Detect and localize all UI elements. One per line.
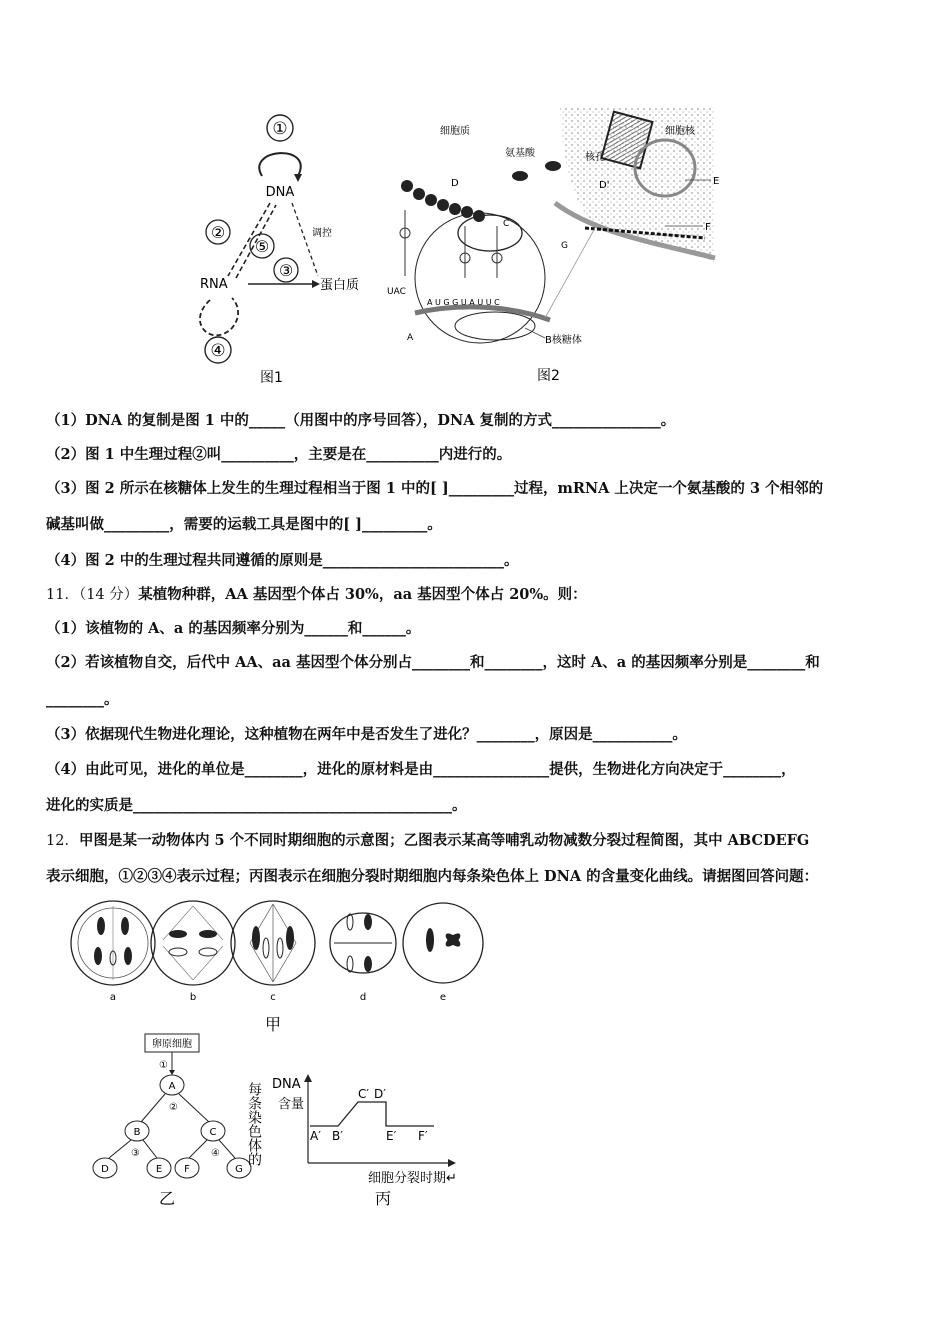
figure-jia-caption: 甲	[264, 1015, 282, 1034]
ribosome-label: B核糖体	[545, 335, 582, 346]
label-d-prime: D'	[599, 180, 610, 191]
node-a-label: A	[168, 1081, 176, 1092]
q12-number: 12．	[46, 833, 79, 849]
cell-label-d: d	[359, 992, 367, 1003]
label-e: E	[713, 176, 720, 187]
replication-loop	[259, 153, 300, 176]
oogonium-label: 卵原细胞	[152, 1039, 192, 1050]
protein-label: 蛋白质	[320, 278, 360, 293]
figure-2	[385, 108, 725, 388]
rna-label: RNA	[200, 277, 228, 292]
q11-part2-line2: ________。	[46, 691, 119, 708]
label-f: F	[705, 222, 711, 233]
cytoplasm-label: 细胞质	[440, 126, 470, 137]
point-f: F′	[418, 1129, 428, 1143]
cell-label-e: e	[439, 992, 447, 1003]
step-3: ③	[131, 1148, 140, 1159]
node-d-label: D	[101, 1164, 109, 1175]
cell-b	[151, 901, 235, 985]
q11-part2-line1: （2）若该植物自交，后代中 AA、aa 基因型个体分别占________和________，这时 A、a 的基因频率分别是________和	[46, 654, 820, 671]
q10-part4: （4）图 2 中的生理过程共同遵循的原则是_________________________。	[46, 552, 519, 569]
step-4: ④	[211, 1148, 220, 1159]
q11-part4-line1: （4）由此可见，进化的单位是________，进化的原材料是由________________提供，生物进化方向决定于________，	[46, 761, 796, 778]
process-3-label: ③	[278, 261, 294, 280]
process-5-label: ⑤	[254, 237, 270, 256]
q11-intro: 某植物种群，AA 基因型个体占 30%，aa 基因型个体占 20%。则：	[138, 586, 587, 603]
translation-arrowhead	[312, 280, 320, 288]
q12-line2: 表示细胞，①②③④表示过程；丙图表示在细胞分裂时期细胞内每条染色体上 DNA 的含量变化曲线。请据图回答问题：	[46, 868, 819, 885]
figure-1-caption: 图1	[260, 370, 283, 386]
q10-part1: （1）DNA 的复制是图 1 中的_____（用图中的序号回答），DNA 复制的方式_______________。	[46, 412, 676, 429]
step-2: ②	[169, 1102, 178, 1113]
dna-content-curve	[310, 1102, 434, 1126]
zoom-line	[545, 228, 595, 318]
node-f-label: F	[184, 1164, 190, 1175]
q11-intro-line	[46, 585, 587, 605]
cell-e	[403, 903, 483, 983]
mrna-sequence: A U G G U A U U C	[427, 298, 500, 307]
nuclear-pore-label: 核孔	[585, 152, 605, 163]
process-4-label: ④	[210, 341, 226, 361]
nucleus-label: 细胞核	[665, 126, 695, 137]
replication-arrowhead	[294, 174, 302, 182]
point-d: D′	[374, 1087, 386, 1101]
q12-text-1: 甲图是某一动物体内 5 个不同时期细胞的示意图；乙图表示某高等哺乳动物减数分裂过程简图，其中 ABCDEFG	[78, 832, 810, 849]
point-e: E′	[386, 1129, 397, 1143]
mrna-strand	[415, 307, 550, 320]
anticodon-uac: UAC	[387, 287, 406, 297]
y-axis-content-label: 含量	[278, 1097, 305, 1112]
label-d: D	[451, 178, 459, 189]
rna-replication-loop	[200, 298, 238, 335]
node-g-label: G	[235, 1164, 243, 1175]
cell-label-b: b	[189, 992, 197, 1003]
node-b-label: B	[133, 1127, 141, 1138]
cell-d	[330, 913, 396, 973]
cell-c	[231, 901, 315, 985]
figure-jia	[68, 898, 488, 1038]
amino-acid-1	[512, 171, 528, 181]
amino-acid-2	[545, 161, 561, 171]
x-axis-label: 细胞分裂时期↵	[368, 1171, 457, 1186]
point-a: A′	[310, 1129, 321, 1143]
dna-label: DNA	[265, 185, 295, 200]
peptide-chain	[401, 180, 485, 222]
process-2-label: ②	[210, 223, 226, 242]
q12-line1	[46, 831, 809, 851]
figure-yi-caption: 乙	[158, 1189, 176, 1208]
label-c: C	[503, 219, 510, 229]
label-a: A	[407, 333, 414, 343]
q10-part2: （2）图 1 中生理过程②叫__________，主要是在__________内进行的。	[46, 446, 512, 463]
q11-part4-line2: 进化的实质是____________________________________________。	[46, 797, 467, 814]
q11-part1: （1）该植物的 A、a 的基因频率分别为______和______。	[46, 620, 421, 637]
y-axis-dna-label: DNA	[272, 1077, 301, 1092]
y-axis-vertical-label: 每条染色体的	[246, 1082, 262, 1166]
label-g: G	[561, 241, 568, 251]
figure-1	[190, 108, 360, 388]
figure-bing-caption: 丙	[374, 1189, 392, 1208]
q10-part3-line1: （3）图 2 所示在核糖体上发生的生理过程相当于图 1 中的[ ]_________过程，mRNA 上决定一个氨基酸的 3 个相邻的	[46, 480, 824, 497]
figure-bing	[248, 1068, 478, 1213]
node-c-label: C	[209, 1127, 217, 1138]
point-c: C′	[358, 1087, 370, 1101]
cell-a	[71, 901, 155, 985]
q11-number: 11．（14 分）	[46, 587, 139, 603]
point-b: B′	[332, 1129, 343, 1143]
ribosome-large-circle	[415, 213, 545, 343]
node-e-label: E	[155, 1164, 163, 1175]
figure-yi	[85, 1030, 265, 1210]
figure-2-caption: 图2	[537, 368, 560, 384]
process-1-label: ①	[272, 119, 288, 139]
amino-acid-label: 氨基酸	[505, 148, 535, 159]
q10-part3-line2: 碱基叫做_________，需要的运载工具是图中的[ ]_________。	[46, 516, 442, 533]
ribosome-small-subunit	[455, 312, 535, 340]
regulation-arrow	[292, 203, 318, 276]
regulate-label: 调控	[312, 228, 332, 239]
ribosome-pointer	[525, 328, 545, 338]
step-1: ①	[159, 1060, 168, 1071]
q11-part3: （3）依据现代生物进化理论，这种植物在两年中是否发生了进化？________，原因是___________。	[46, 726, 687, 743]
ribosome-body	[458, 215, 522, 251]
cell-label-c: c	[270, 992, 276, 1003]
cell-label-a: a	[109, 992, 117, 1003]
